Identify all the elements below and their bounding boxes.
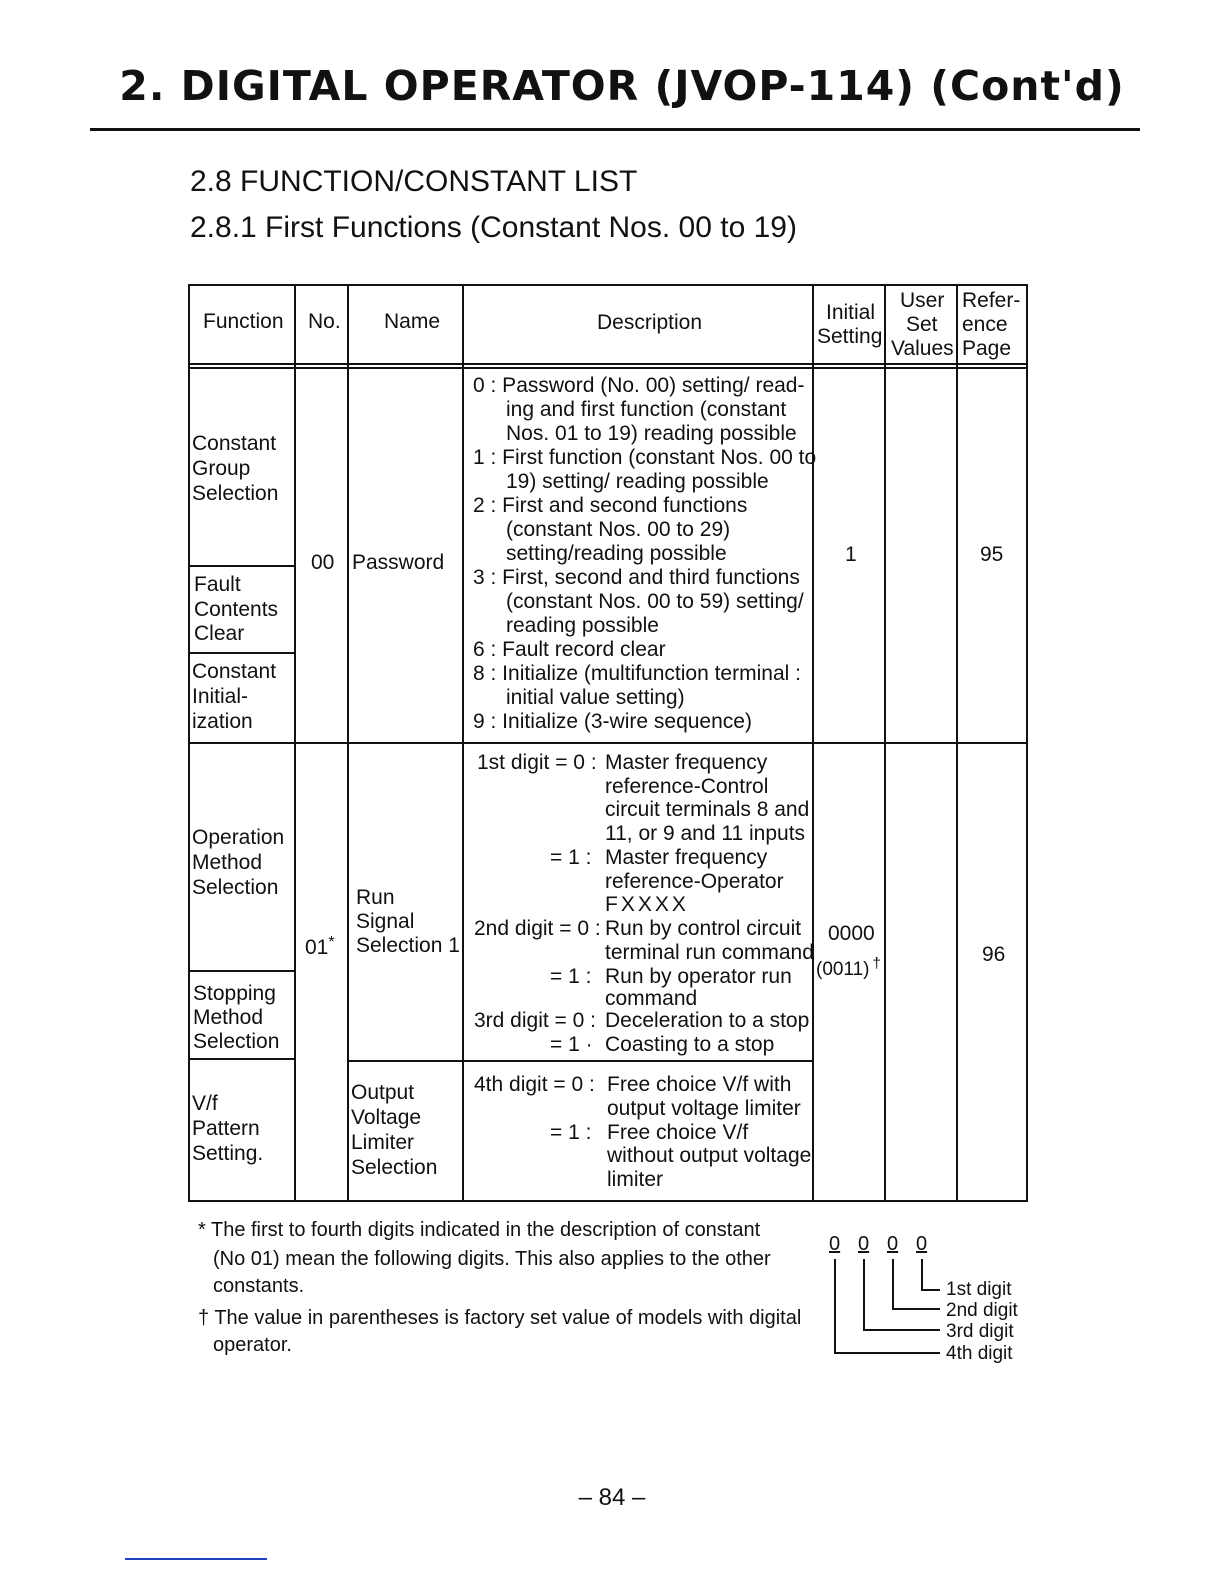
col-header-name: Name <box>384 310 441 333</box>
digit-label-3rd: 3rd digit <box>946 1321 1014 1342</box>
bottom-rule <box>125 1558 267 1560</box>
table-border <box>188 652 294 654</box>
page-number: – 84 – <box>578 1484 646 1511</box>
col-header-reference: Refer- <box>962 289 1021 312</box>
description-line: 8 : Initialize (multifunction terminal : <box>473 662 801 685</box>
function-cell: Group <box>192 457 251 480</box>
digit-zero: 0 <box>829 1233 841 1255</box>
function-cell: Contents <box>194 598 279 621</box>
constant-name: Limiter <box>351 1131 415 1154</box>
function-cell: Pattern <box>192 1117 260 1140</box>
description-line: 1 : First function (constant Nos. 00 to <box>473 446 817 469</box>
table-border <box>188 970 294 972</box>
digit-label-1st: 1st digit <box>946 1279 1012 1300</box>
description-line: (constant Nos. 00 to 59) setting/ <box>506 590 804 613</box>
digit-zero: 0 <box>887 1233 899 1255</box>
constant-name: Signal <box>356 910 415 933</box>
col-header-no: No. <box>308 310 341 333</box>
description-line: 2 : First and second functions <box>473 494 748 517</box>
initial-setting: 1 <box>845 543 857 566</box>
digit-label-2nd: 2nd digit <box>946 1300 1018 1321</box>
function-cell: Clear <box>194 622 245 645</box>
digit-value-line: Master frequency <box>605 846 768 869</box>
function-cell: Initial- <box>192 685 249 708</box>
description-line: ing and first function (constant <box>506 398 787 421</box>
footnote-dagger-mark: † <box>872 955 881 972</box>
col-header-user: User <box>900 289 945 312</box>
function-cell: V/f <box>192 1092 218 1115</box>
constant-name: Password <box>352 551 445 574</box>
digit-value-line: Master frequency <box>605 751 768 774</box>
description-line: 19) setting/ reading possible <box>506 470 769 493</box>
function-cell: Constant <box>192 660 277 683</box>
constant-name: Output <box>351 1081 415 1104</box>
table-border <box>188 742 1028 744</box>
function-cell: Setting. <box>192 1142 264 1165</box>
digit-label: 1st digit = 0 : <box>477 751 597 774</box>
digit-value-line: Run by control circuit <box>605 917 802 940</box>
digit-label: 2nd digit = 0 : <box>474 917 601 940</box>
footnote-star: * The first to fourth digits indicated in the description of constant <box>198 1219 761 1241</box>
function-cell: Selection <box>193 1030 280 1053</box>
function-cell: Selection <box>192 482 279 505</box>
digit-value-line: Free choice V/f with <box>607 1073 792 1096</box>
section-title: 2.8 FUNCTION/CONSTANT LIST <box>190 165 638 198</box>
initial-setting: 0000 <box>828 922 875 945</box>
col-header-initial: Initial <box>826 301 876 324</box>
function-cell: Method <box>193 1006 264 1029</box>
initial-setting-paren: (0011) <box>816 959 870 980</box>
digit-label: 3rd digit = 0 : <box>474 1009 596 1032</box>
table-border <box>188 1200 1028 1202</box>
initial-setting-factory <box>816 955 881 983</box>
function-cell: Stopping <box>193 982 276 1005</box>
digit-value-line: reference-Operator <box>605 870 784 893</box>
description-line: 3 : First, second and third functions <box>473 566 800 589</box>
digit-label: = 1 : <box>550 846 592 869</box>
description-line: 6 : Fault record clear <box>473 638 666 661</box>
description-line: Nos. 01 to 19) reading possible <box>506 422 797 445</box>
table-border <box>188 284 1028 286</box>
footnote-dagger: † The value in parentheses is factory set value of models with digital <box>198 1307 802 1329</box>
constant-name: Run <box>356 886 395 909</box>
description-line: reading possible <box>506 614 659 637</box>
digit-label-4th: 4th digit <box>946 1343 1013 1364</box>
function-cell: Fault <box>194 573 241 596</box>
constant-name: Selection <box>351 1156 438 1179</box>
col-header-description: Description <box>597 311 703 334</box>
digit-value-line: 11, or 9 and 11 inputs <box>605 822 806 845</box>
col-header-user: Values <box>891 337 954 360</box>
constant-no <box>305 936 335 962</box>
section-subtitle: 2.8.1 First Functions (Constant Nos. 00 to 19) <box>190 211 797 244</box>
constant-name: Selection 1 <box>356 934 460 957</box>
footnote-dagger: operator. <box>213 1334 292 1356</box>
reference-page: 96 <box>982 943 1006 966</box>
digit-zero: 0 <box>858 1233 870 1255</box>
function-cell: ization <box>192 710 253 733</box>
digit-value-line: terminal run command <box>605 941 814 964</box>
col-header-reference: ence <box>962 313 1008 336</box>
digit-value-line: Free choice V/f <box>607 1121 749 1144</box>
table-border <box>347 1060 812 1062</box>
function-cell: Selection <box>192 876 279 899</box>
col-header-function: Function <box>203 310 284 333</box>
footnote-star: (No 01) mean the following digits. This also applies to the other <box>213 1248 771 1270</box>
digit-zero: 0 <box>916 1233 928 1255</box>
digit-value-line: reference-Control <box>605 775 769 798</box>
digit-value-line: Run by operator run <box>605 965 792 988</box>
digit-label: = 1 : <box>550 1121 592 1144</box>
function-cell: Method <box>192 851 263 874</box>
table-border <box>188 565 294 567</box>
reference-page: 95 <box>980 543 1004 566</box>
constant-no-value: 01 <box>305 936 329 959</box>
digit-value-line: limiter <box>607 1168 663 1191</box>
description-line: initial value setting) <box>506 686 685 709</box>
function-cell: Constant <box>192 432 277 455</box>
constant-no: 00 <box>311 551 335 574</box>
constant-name: Voltage <box>351 1106 422 1129</box>
page-header-title: 2. DIGITAL OPERATOR (JVOP-114) (Cont'd) <box>119 62 1125 110</box>
digit-value-line: without output voltage <box>607 1144 812 1167</box>
digit-value-line: Deceleration to a stop <box>605 1009 810 1032</box>
col-header-reference: Page <box>962 337 1012 360</box>
digit-value-line: circuit terminals 8 and <box>605 798 810 821</box>
col-header-user: Set <box>906 313 938 336</box>
description-line: (constant Nos. 00 to 29) <box>506 518 731 541</box>
table-border <box>188 363 1028 365</box>
description-line: setting/reading possible <box>506 542 727 565</box>
digit-value-line: Coasting to a stop <box>605 1033 775 1056</box>
function-cell: Operation <box>192 826 285 849</box>
digit-label: = 1 · <box>550 1033 593 1056</box>
description-line: 9 : Initialize (3-wire sequence) <box>473 710 752 733</box>
digit-label: 4th digit = 0 : <box>474 1073 595 1096</box>
digit-label: = 1 : <box>550 965 592 988</box>
col-header-initial: Setting <box>817 325 883 348</box>
table-border <box>188 1058 294 1060</box>
digit-value-line: output voltage limiter <box>607 1097 801 1120</box>
footnote-star-mark: * <box>328 934 335 951</box>
digit-value-line: FXXXX <box>605 893 689 916</box>
digit-value-line: command <box>605 987 698 1010</box>
table-border <box>188 367 1028 369</box>
description-line: 0 : Password (No. 00) setting/ read- <box>473 374 805 397</box>
footnote-star: constants. <box>213 1275 305 1297</box>
